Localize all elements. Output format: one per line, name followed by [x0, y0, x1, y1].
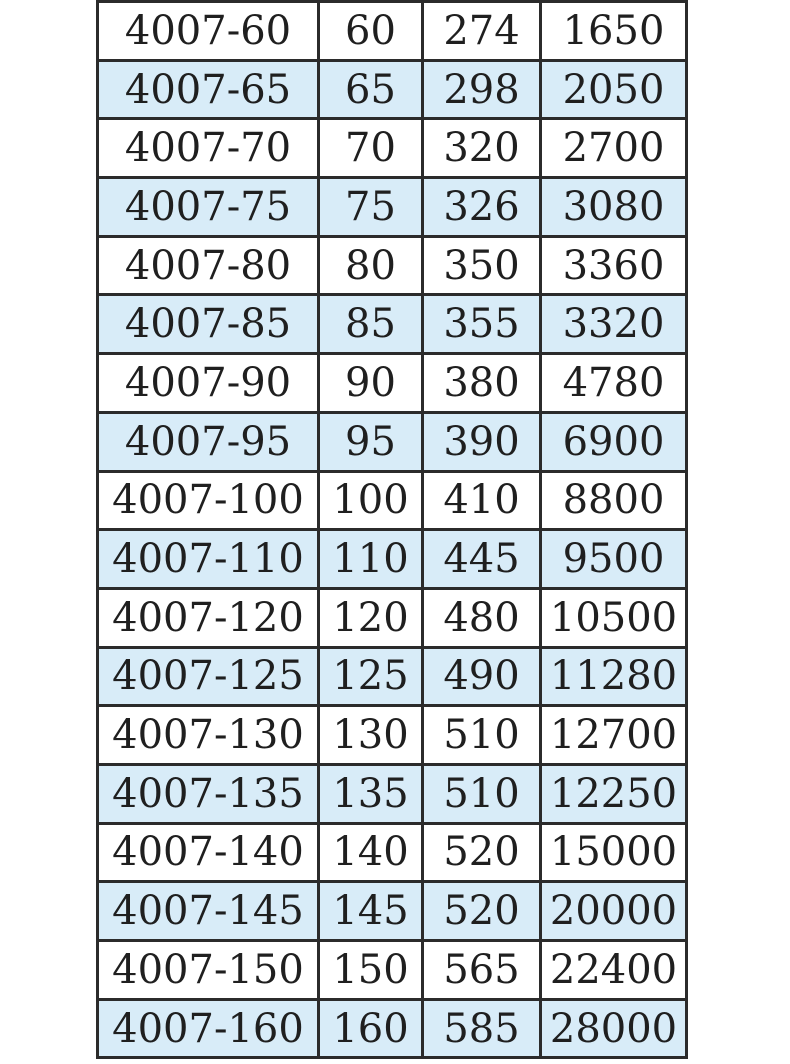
dimension-cell: 510 [423, 706, 541, 765]
model-cell: 4007-80 [98, 236, 319, 295]
size-cell: 120 [319, 588, 423, 647]
table-row [98, 647, 687, 706]
table-row [98, 60, 687, 119]
size-cell: 145 [319, 882, 423, 941]
spec-table [96, 0, 688, 1059]
size-cell: 160 [319, 999, 423, 1058]
model-cell: 4007-150 [98, 941, 319, 1000]
table-row [98, 530, 687, 589]
model-cell: 4007-110 [98, 530, 319, 589]
size-cell: 135 [319, 764, 423, 823]
spec-table-body [98, 2, 687, 1058]
model-cell: 4007-85 [98, 295, 319, 354]
value-cell: 20000 [541, 882, 687, 941]
model-cell: 4007-145 [98, 882, 319, 941]
size-cell: 140 [319, 823, 423, 882]
dimension-cell: 380 [423, 354, 541, 413]
value-cell: 12250 [541, 764, 687, 823]
table-row [98, 295, 687, 354]
dimension-cell: 480 [423, 588, 541, 647]
dimension-cell: 355 [423, 295, 541, 354]
dimension-cell: 565 [423, 941, 541, 1000]
value-cell: 12700 [541, 706, 687, 765]
value-cell: 11280 [541, 647, 687, 706]
table-row [98, 823, 687, 882]
model-cell: 4007-100 [98, 471, 319, 530]
table-row [98, 588, 687, 647]
dimension-cell: 298 [423, 60, 541, 119]
table-row [98, 471, 687, 530]
model-cell: 4007-90 [98, 354, 319, 413]
table-row [98, 706, 687, 765]
table-row [98, 178, 687, 237]
table-row [98, 999, 687, 1058]
table-row [98, 119, 687, 178]
size-cell: 80 [319, 236, 423, 295]
size-cell: 95 [319, 412, 423, 471]
table-row [98, 236, 687, 295]
dimension-cell: 410 [423, 471, 541, 530]
model-cell: 4007-130 [98, 706, 319, 765]
size-cell: 130 [319, 706, 423, 765]
dimension-cell: 445 [423, 530, 541, 589]
size-cell: 125 [319, 647, 423, 706]
value-cell: 15000 [541, 823, 687, 882]
value-cell: 9500 [541, 530, 687, 589]
dimension-cell: 390 [423, 412, 541, 471]
value-cell: 4780 [541, 354, 687, 413]
model-cell: 4007-160 [98, 999, 319, 1058]
value-cell: 2700 [541, 119, 687, 178]
dimension-cell: 274 [423, 2, 541, 61]
dimension-cell: 510 [423, 764, 541, 823]
table-row [98, 941, 687, 1000]
dimension-cell: 520 [423, 882, 541, 941]
dimension-cell: 320 [423, 119, 541, 178]
model-cell: 4007-120 [98, 588, 319, 647]
size-cell: 100 [319, 471, 423, 530]
value-cell: 6900 [541, 412, 687, 471]
size-cell: 65 [319, 60, 423, 119]
size-cell: 90 [319, 354, 423, 413]
table-row [98, 2, 687, 61]
model-cell: 4007-75 [98, 178, 319, 237]
size-cell: 60 [319, 2, 423, 61]
table-row [98, 764, 687, 823]
dimension-cell: 490 [423, 647, 541, 706]
size-cell: 75 [319, 178, 423, 237]
model-cell: 4007-135 [98, 764, 319, 823]
model-cell: 4007-140 [98, 823, 319, 882]
model-cell: 4007-125 [98, 647, 319, 706]
table-row [98, 412, 687, 471]
value-cell: 8800 [541, 471, 687, 530]
value-cell: 28000 [541, 999, 687, 1058]
size-cell: 85 [319, 295, 423, 354]
model-cell: 4007-95 [98, 412, 319, 471]
dimension-cell: 520 [423, 823, 541, 882]
value-cell: 3360 [541, 236, 687, 295]
table-row [98, 354, 687, 413]
dimension-cell: 326 [423, 178, 541, 237]
size-cell: 110 [319, 530, 423, 589]
value-cell: 10500 [541, 588, 687, 647]
size-cell: 70 [319, 119, 423, 178]
value-cell: 3080 [541, 178, 687, 237]
dimension-cell: 350 [423, 236, 541, 295]
model-cell: 4007-65 [98, 60, 319, 119]
value-cell: 1650 [541, 2, 687, 61]
table-row [98, 882, 687, 941]
value-cell: 22400 [541, 941, 687, 1000]
dimension-cell: 585 [423, 999, 541, 1058]
value-cell: 3320 [541, 295, 687, 354]
model-cell: 4007-60 [98, 2, 319, 61]
model-cell: 4007-70 [98, 119, 319, 178]
value-cell: 2050 [541, 60, 687, 119]
size-cell: 150 [319, 941, 423, 1000]
